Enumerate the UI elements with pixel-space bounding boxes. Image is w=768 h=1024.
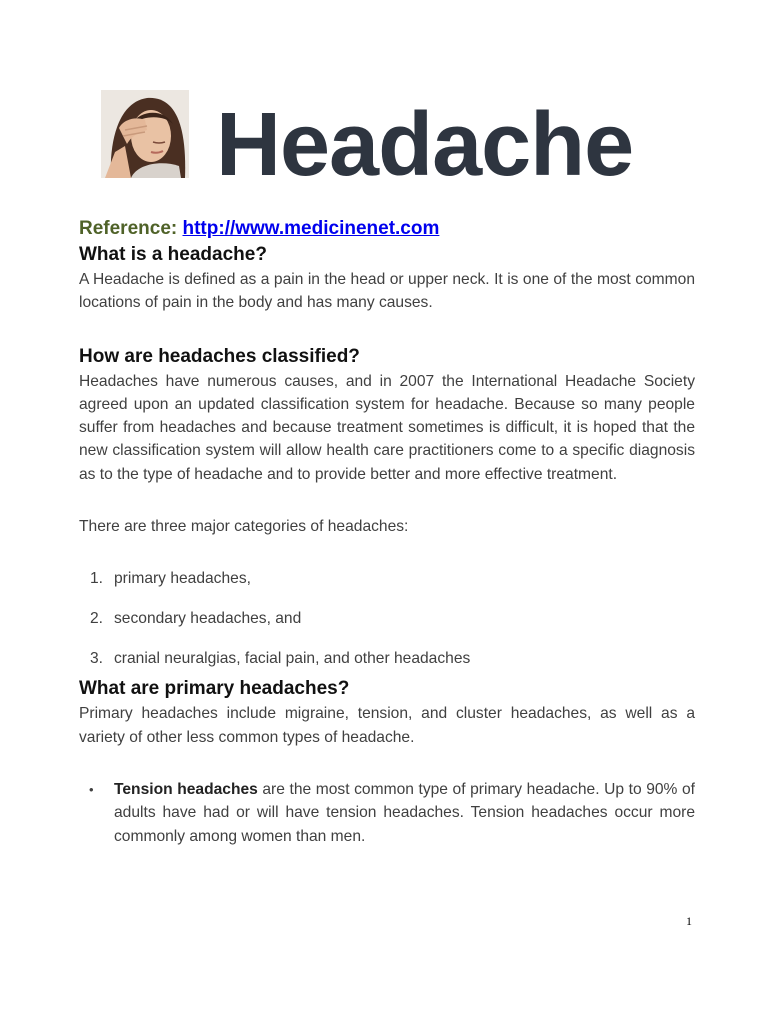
page-number: 1 [686,914,692,928]
categories-intro: There are three major categories of headaches: [79,518,409,536]
classified-heading: How are headaches classified? [79,345,360,367]
list-number: 2. [90,610,104,628]
primary-heading: What are primary headaches? [79,678,350,700]
reference-link[interactable]: http://www.medicinenet.com [182,218,440,239]
reference-label: Reference: [79,218,178,239]
what-is-paragraph: A Headache is defined as a pain in the head or upper neck. It is one of the most common locations of pain in the body and has many causes. [79,271,695,312]
list-item-text: secondary headaches, and [114,610,302,628]
woman-with-headache-photo [101,90,189,178]
list-item [79,607,695,630]
what-is-heading: What is a headache? [79,244,267,265]
list-number: 3. [90,650,104,668]
list-number: 1. [90,570,104,588]
list-item-bold: Tension headaches [114,780,258,798]
primary-types-list [79,778,695,848]
list-item-text: cranial neuralgias, facial pain, and other headaches [114,650,471,668]
list-item-text: primary headaches, [114,570,251,588]
classified-paragraph: Headaches have numerous causes, and in 2007 the International Headache Society agreed upon an updated classification system for headache. Because so many people suffer from headaches and because treatment sometimes is difficult, it is hoped that the new classification system will allow health care practitioners come to a specific diagnosis as to the type of headache and to provide better and more effective treatment. [79,372,695,483]
document-body [79,216,695,848]
list-item [79,778,695,848]
list-item [79,567,695,590]
list-item-text: are the most common type of primary headache. Up to 90% of adults have had or will have tension headaches. Tension headaches occur more commonly among women than men. [114,780,695,845]
page-title: Headache [216,95,634,195]
categories-list [79,567,695,670]
list-item [79,647,695,670]
primary-paragraph: Primary headaches include migraine, tension, and cluster headaches, as well as a variety of other less common types of headache. [79,705,695,746]
reference-line [79,216,695,242]
bullet-icon: • [89,781,94,797]
